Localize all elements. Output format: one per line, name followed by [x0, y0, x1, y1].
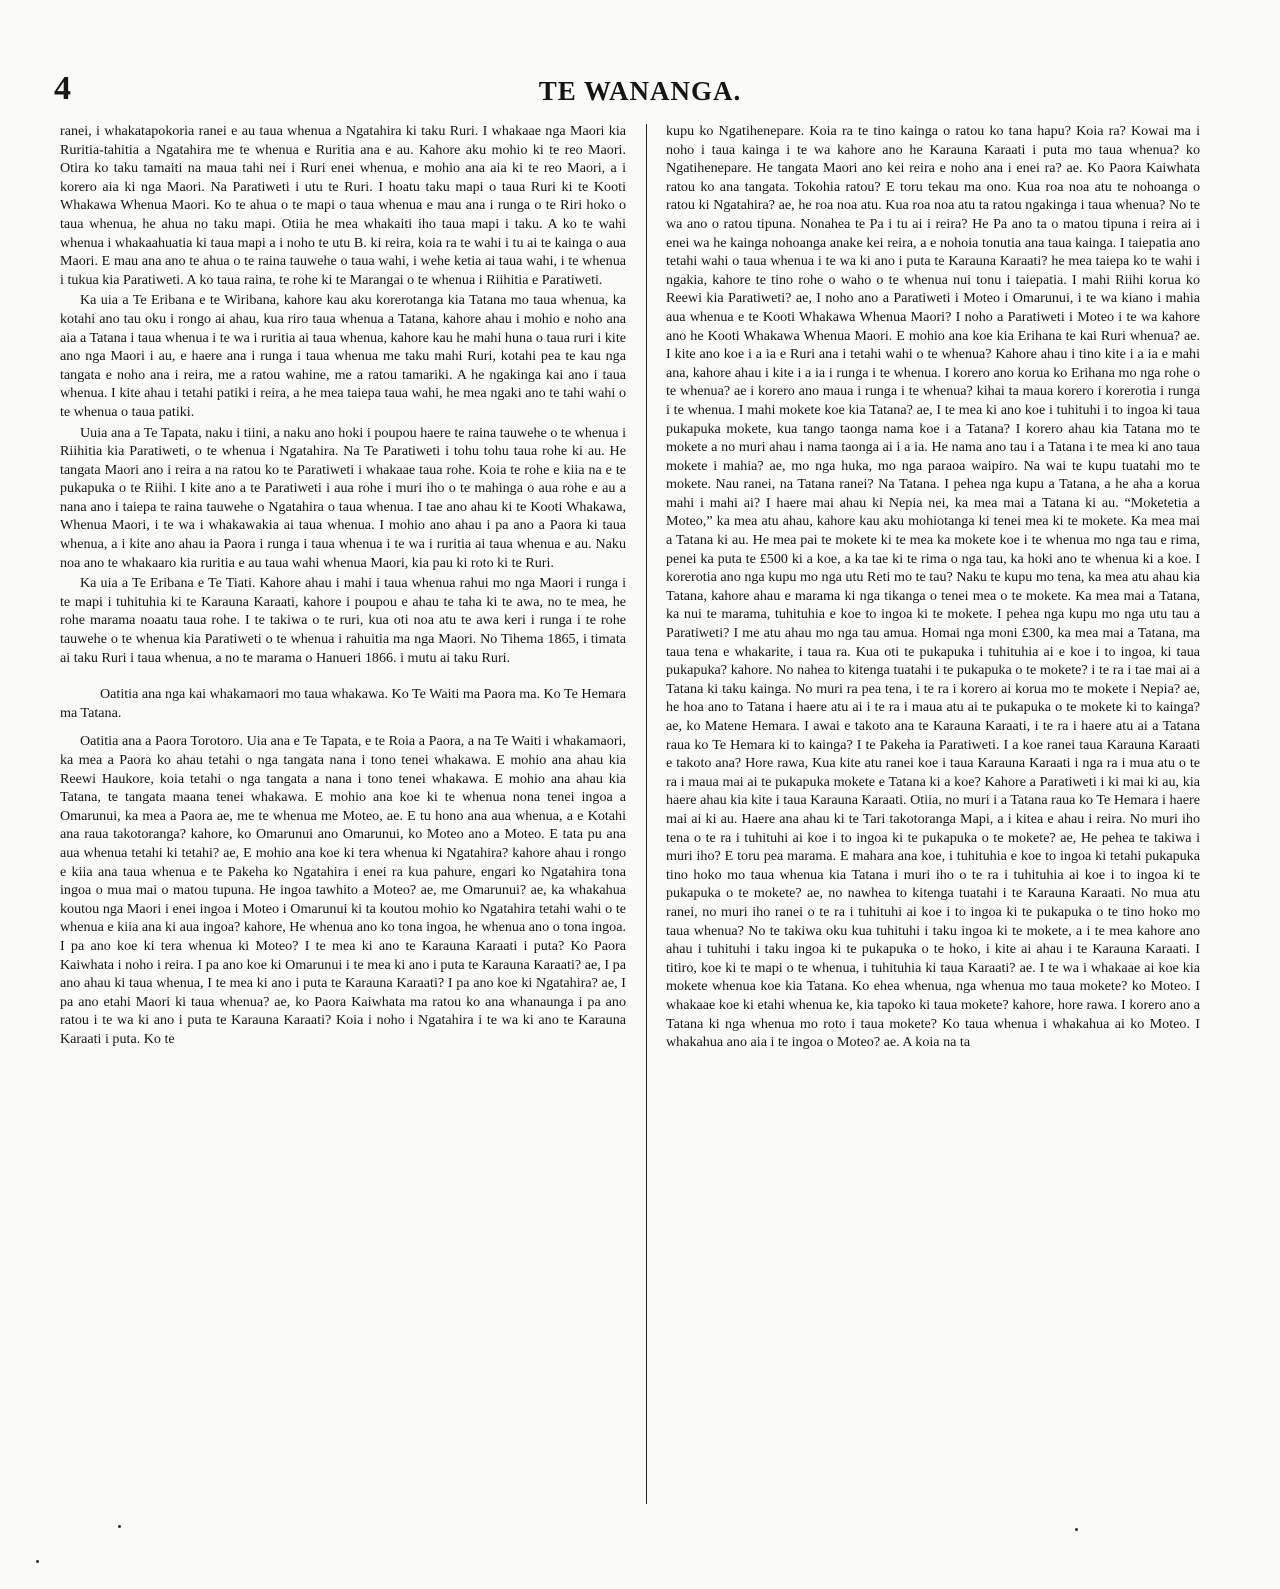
page-header [40, 72, 1240, 112]
left-column [60, 122, 626, 1051]
paragraph: Ka uia a Te Eribana e te Wiribana, kahore kau aku korerotanga kia Tatana mo taua whenua, ka kotahi ano tau oku i rongo ai ahau, kua riro taua whenua a Tatana, kahore ahau i mohio e noho ana aia a Tatana i taua whenua i te wa i ruritia ai taua whenua, kahore kau he mahi huna o taua ruri i kite ano nga Maori i au, e haere ana i runga i taua whenua me taku mahi Ruri, kotahi pea te kau nga tangata e noho ana i reira, me a ratou wahine, me a ratou tamariki. A he ngakinga kai ano i taua whenua. I kite ahau i tetahi patiki i reira, a he mea taiepa taua wahi, he mea ngaki ano te tahi wahi o te whenua o taua patiki. [60, 292, 626, 420]
page-number: 4 [54, 70, 71, 107]
paragraph: Ka uia a Te Eribana e Te Tiati. Kahore ahau i mahi i taua whenua rahui mo nga Maori i runga i te mapi i tuhituhia ki te Karauna Karaati, kahore i poupou e ahau te taha ki te awa, no te mea, he rohe marama noaatu taua rohe. I te takiwa o te ruri, kua oti noa atu te awa keri i runga i te rohe tauwehe o te whenua kia Paratiweti o te whenua i rahuitia ma nga Maori. No Tihema 1865, i timata ai taku Ruri i taua whenua, a no te marama o Hanueri 1866. i mutu ai taku Ruri. [60, 575, 626, 666]
paragraph: Oatitia ana nga kai whakamaori mo taua whakawa. Ko Te Waiti ma Paora ma. Ko Te Hemara ma Tatana. [60, 686, 627, 721]
print-speck [1075, 1528, 1078, 1531]
column-divider [646, 124, 647, 1504]
print-speck [118, 1525, 121, 1528]
print-speck [36, 1560, 39, 1563]
paragraph: kupu ko Ngatihenepare. Koia ra te tino kainga o ratou ko tana hapu? Koia ra? Kowai ma i noho i taua kainga i te wa kahore ano he Karauna Karaati i puta mo taua whenua? ko Ngatihenepare. He tangata Maori ano kei reira e noho ana i enei ra? ae. Ko Paora Kaiwhata ratou ko ana tangata. Tokohia ratou? E toru tekau ma ono. Kua roa noa atu te nohoanga o ratou ki Ngatahira? ae, he roa noa atu. Kua roa noa atu ta ratou ngakinga i taua whenua? No te wa ano o ratou tipuna. Nonahea te Pa i tu ai i reira? He Pa ano ta o matou tipuna i reira ai i enei wa he kainga nohoanga anake kei reira, a e nohoia tonutia ana taua kainga. I taiepatia ano tetahi wahi o taua whenua i te wa ki ano i puta te Karauna Karaati? he mea taiepa ko te wahi i ngakia, kahore te tino rohe o waho o te whenua nui tonu i taiepatia. I mahi Riihi korua ko Reewi kia Paratiweti? ae, I noho ano a Paratiweti i Moteo i Omarunui, i te wa kiano i mahia aua whenua e te Kooti Whakawa Whenua Maori? I noho a Paratiweti i Moteo i te wa kahore ano he Kooti Whakawa Whenua Maori. E mohio ana koe kia Erihana te kai Ruri whenua? ae. I kite ano koe i a ia e Ruri ana i tetahi wahi o te whenua? Kahore ahau i tino kite i a ia e mahi ana, kahore ahau i kite i a ia i runga i te whenua. I korero ano korua ko Erihana mo nga rohe o te whenua? ae i korero ano maua i runga i te whenua? kihai ta maua korero i korerotia i runga i te whenua. I mahi mokete koe kia Tatana? ae, I te mea ki ano koe i tuhituhi i to ingoa ki taua pukapuka mokete, kua tango taonga nama koe i a Tatana? I korero ahau kia Tatana mo te mokete a no muri ahau i nama taonga ai i a ia. He nama ano tau i a Tatana i te mea ki ano taua mokete i mahia? ae, mo nga huka, mo nga paraoa waipiro. Na wai te kupu tuatahi mo te mokete. Nau ranei, na Tatana ranei? Na Tatana. I pehea nga kupu a Tatana, a he aha a korua mahi i mahi ai? I haere mai ahau ki Nepia nei, ka mea mai a Tatana ki au. “Moketetia a Moteo,” ka mea atu ahau, kahore kau aku mohiotanga ki tenei mea ki te mokete. Ka mea mai a Tatana ki au. He mea pai te mokete ki te mea ka mokete koe i te whenua mo nga tau e rima, penei ka puta te £500 ki a koe, a ka tae ki te rima o nga tau, ka hoki ano te whenua ki a koe. I korerotia ano nga kupu mo nga utu Reti mo te tau? Naku te kupu mo tena, ka mea atu ahau kia Tatana, kahore ahau e marama ki nga tikanga o tenei mea o te mokete. Ka mea mai a Tatana, ka nui te marama, tuhituhia e koe to ingoa ki te mokete. I pehea nga kupu mo nga utu tau a Paratiweti? I me atu ahau mo nga tau amua. Homai nga moni £300, ka mea mai a Tatana, ma taua tena e whakarite, i taua ra. Kua oti te pukapuka i tuhituhia ai e koe i to ingoa, ki taua pukapuka? kahore. No nahea to kitenga tuatahi i te pukapuka o te mokete? i te ra i tae mai ai a Tatana ki taku kainga. No muri ra pea tena, i te ra i korero ai korua mo te mokete i Nepia? ae, he hoa ano to Tatana i haere atu ai i te ra i maua atu ai te pukapuka o te mokete ki to kainga? ae, ko Matene Hemara. I awai e takoto ana te Karauna Karaati, i te ra i haere atu ai a Tatana raua ko Te Hemara ki to kainga? I te Pakeha ia Paratiweti. I a koe ranei taua Karauna Karaati e takoto ana? Hore rawa, Kua kite atu ranei koe i taua Karauna Karaati i nga ra i mua atu o te ra i maua mai ai te pukapuka mokete e Tatana ki a koe? Kahore a Paratiweti i ki mai ki au, kia haere ahau kia kite i taua Karauna Karaati. Otiia, no muri i a Tatana raua ko Te Hemara i haere mai ai ki au. Haere ana ahau ki te Tari takotoranga Mapi, a i kitea e ahau i reira. No muri iho tena o te ra i tuhituhi ai koe i to ingoa ki te pukapuka o te mokete? ae, He pehea te takiwa i muri iho? E toru pea marama. E mahara ana koe, i tuhituhia e koe to ingoa ki tetahi pukapuka tino hoko mo taua whenua kia Tatana i muri iho o te ra i tuhituhia ai koe i to ingoa ki te pukapuka o te mokete? ae, no nawhea to kitenga tuatahi i te Karauna Karaati. No mua atu ranei, no muri iho ranei o te ra i tuhituhi ai koe i to ingoa ki te pukapuka o te tino hoko mo taua whenua? No te takiwa oku kua tuhituhi i taku ingoa ki te mokete, a i te mea kahore ano ahau i tuhituhi i taku ingoa ki te pukapuka o te hoko, i kite ai ahau i te Karauna Karaati. I titiro, koe ki te mapi o te whenua, i tuhituhia ki taua Karaati? ae. I te wa i whakaae ai koe kia mokete whenua koe kia Tatana. Ko ehea whenua, nga whenua mo taua mokete? ko Moteo. I whakaae koe ki etahi whenua ke, kia tapoko ki taua mokete? kahore, hore rawa. I korero ano a Tatana ki nga whenua mo roto i taua mokete? Ko taua whenua i whakahua ai ko Moteo. I whakahua ano aia i te ingoa o Moteo? ae. A koia na ta [666, 123, 1200, 1051]
paragraph: ranei, i whakatapokoria ranei e au taua whenua a Ngatahira ki taku Ruri. I whakaae nga Maori kia Ruritia-tahitia a Ngatahira me te whenua e Ruritia ana e au. Kahore aku mohio ki te reo Maori. Otira ko taku tamaiti na maua tahi nei i Ruri enei whenua, e mohio ana aia ki te reo Maori, a i korero aia ki nga Maori. Na Paratiweti i utu te Ruri. I hoatu taku mapi o taua Ruri ki te Kooti Whakawa Whenua Maori. Ko te ahua o te mapi o taua whenua e mau ana i runga o te Riri hoko o taua whenua, he ahua no taku mapi. Otiia he mea whakaiti iho taua mapi i taku. A ko te wahi whenua i whakaahuatia ki taua mapi a i noho te utu B. ki reira, koia ra te wahi i tu ai te kainga o aua Maori. E mau ana ano te ahua o te raina tauwehe o taua wahi, i wehe ketia ai taua wahi, i te whenua i tukua kia Paratiweti. A ko taua raina, te rohe ki te Marangai o te whenua i Riihitia e Paratiweti. [60, 123, 626, 288]
masthead-title: TE WANANGA. [538, 76, 742, 106]
paragraph: Uuia ana a Te Tapata, naku i tiini, a naku ano hoki i poupou haere te raina tauwehe o te whenua i Riihitia kia Paratiweti, o te whenua i Ngatahira. Na Te Paratiweti i tohu tohu taua rohe ki au. He tangata Maori ano i reira a na ratou ko te Paratiweti i whakaae taua rohe. Koia te rohe e kiia na e te pukapuka o te Riihi. I kite ano a te Paratiweti i aua rohe i muri iho o te mahinga o aua rohe e au a nana ano i taiepa te raina tauwehe o Ngatahira o taua whenua. I tae ano ahau ki te Kooti Whakawa, Whenua Maori, i te wa i whakawakia ai taua whenua. I mohio ano ahau i pa ano a Paora ki taua whenua, a i kite ano ahau ia Paora i runga i taua whenua i te wa i ruritia ai taua whenua e au. Naku noa ano te whakaaro kia ruritia e au taua wahi whenua Maori, kia pau ki roto ki te Ruri. [60, 424, 626, 571]
paragraph: Oatitia ana a Paora Torotoro. Uia ana e Te Tapata, e te Roia a Paora, a na Te Waiti i whakamaori, ka mea a Paora ko ahau tetahi o nga tangata nana i tono tenei whakawa. E mohio ana ahau kia Reewi Haukore, koia tetahi o nga tangata a nana i tono tenei whakawa. E mohio ana ahau kia Tatana, te tangata maana tenei whakawa. E mohio ana koe ki te whenua nona tenei ingoa a Omarunui, ka mea a Paora ae, me te whenua me Moteo, ae. E tu hono ana aua whenua, a e Kotahi ana raua takotoranga? kahore, ko Omarunui ano Omarunui, ko Moteo ano a Moteo. E tata pu ana aua whenua tetahi ki tetahi? ae, E mohio ana koe ki tera whenua ki Ngatahira? kahore ahau i rongo e kiia ana taua whenua e te Pakeha ko Ngatahira i enei ra kua pahure, engari ko Ngatahira tona ingoa o mua mai o matou tupuna. He ingoa tawhito a Moteo? ae, me Omarunui? ae, ka whakahua koutou nga Maori i enei ingoa i Moteo i Omarunui ki ta koutou mohio ko Ngatahira tetahi wahi o te whenua e kiia ana ki aua ingoa? kahore, He whenua ano ko tona ingoa, he whenua ano o tona ingoa. I pa ano koe ki tera whenua ki Moteo? I te mea ki ano te Karauna Karaati i puta? Ko Paora Kaiwhata i noho i reira. I pa ano koe ki Omarunui i te mea ki ano i puta te Karauna Karaati? ae, I pa ano ahau ki taua whenua, I te mea ki ano i puta te Karauna Karaati? I pa ano koe ki Ngatahira? ae, I pa ano etahi Maori ki taua whenua? ae, ko Paora Kaiwhata ma ratou ko ana whanaunga i pa ano ratou i te wa ki ano i puta te Karauna Karaati? Koia i noho i Ngatahira i te wa ki ano te Karauna Karaati i puta. Ko te [60, 733, 626, 1047]
right-column [666, 122, 1200, 1054]
